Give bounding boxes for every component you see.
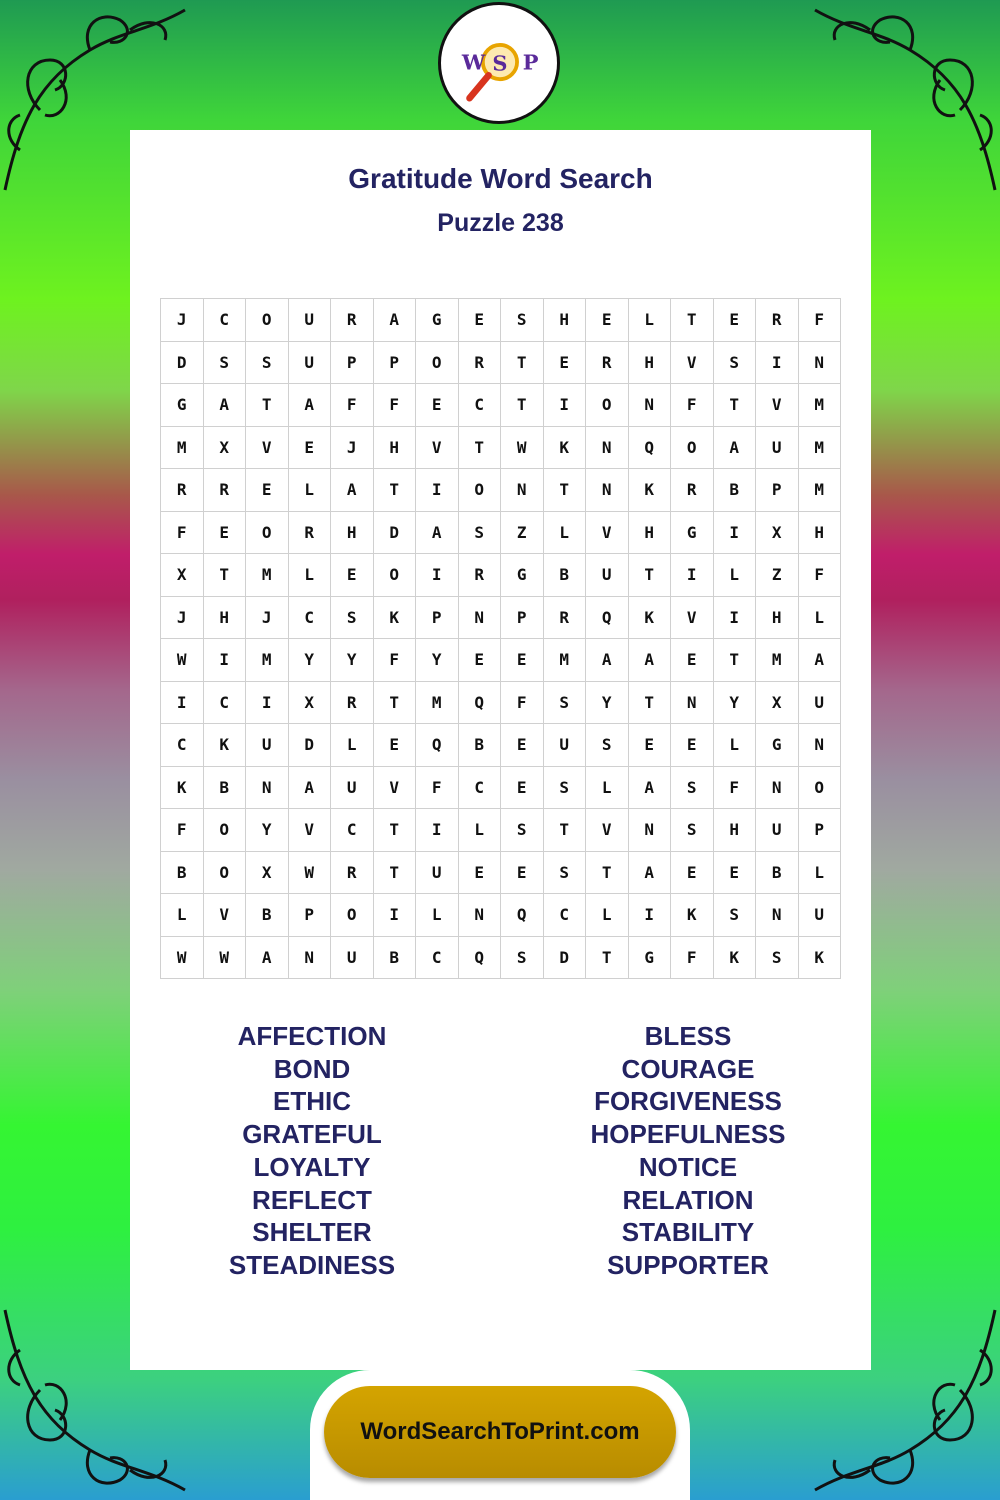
grid-cell: C xyxy=(458,384,501,427)
grid-cell: D xyxy=(161,341,204,384)
grid-cell: T xyxy=(713,384,756,427)
grid-cell: E xyxy=(501,639,544,682)
grid-cell: A xyxy=(288,384,331,427)
grid-cell: I xyxy=(628,894,671,937)
grid-cell: O xyxy=(331,894,374,937)
grid-cell: L xyxy=(628,299,671,342)
grid-cell: B xyxy=(161,851,204,894)
grid-row xyxy=(161,724,841,767)
grid-cell: A xyxy=(798,639,841,682)
grid-cell: Q xyxy=(501,894,544,937)
grid-row xyxy=(161,426,841,469)
grid-cell: J xyxy=(246,596,289,639)
grid-cell: Q xyxy=(628,426,671,469)
grid-cell: N xyxy=(798,341,841,384)
grid-cell: I xyxy=(713,511,756,554)
grid-cell: N xyxy=(756,766,799,809)
grid-cell: U xyxy=(288,299,331,342)
grid-row xyxy=(161,299,841,342)
grid-cell: T xyxy=(543,469,586,512)
grid-cell: A xyxy=(288,766,331,809)
grid-cell: T xyxy=(246,384,289,427)
grid-cell: R xyxy=(543,596,586,639)
grid-cell: W xyxy=(161,936,204,979)
logo-letter-s: S xyxy=(492,50,508,76)
grid-cell: L xyxy=(288,554,331,597)
grid-cell: K xyxy=(671,894,714,937)
grid-cell: T xyxy=(628,554,671,597)
grid-cell: T xyxy=(713,639,756,682)
grid-cell: S xyxy=(586,724,629,767)
grid-cell: W xyxy=(501,426,544,469)
grid-cell: B xyxy=(756,851,799,894)
word-item: GRATEFUL xyxy=(242,1119,382,1150)
grid-cell: E xyxy=(586,299,629,342)
grid-cell: G xyxy=(416,299,459,342)
grid-cell: K xyxy=(203,724,246,767)
grid-cell: C xyxy=(458,766,501,809)
grid-cell: H xyxy=(713,809,756,852)
grid-cell: R xyxy=(458,341,501,384)
grid-cell: V xyxy=(416,426,459,469)
grid-cell: T xyxy=(373,681,416,724)
grid-cell: H xyxy=(628,341,671,384)
grid-cell: Y xyxy=(416,639,459,682)
grid-cell: F xyxy=(373,639,416,682)
grid-cell: I xyxy=(416,469,459,512)
grid-row xyxy=(161,766,841,809)
grid-row xyxy=(161,809,841,852)
grid-cell: K xyxy=(798,936,841,979)
grid-row xyxy=(161,469,841,512)
grid-cell: H xyxy=(628,511,671,554)
grid-cell: C xyxy=(203,299,246,342)
logo-letter-p: P xyxy=(522,49,539,75)
grid-cell: I xyxy=(671,554,714,597)
grid-cell: L xyxy=(798,851,841,894)
grid-cell: R xyxy=(331,851,374,894)
word-item: NOTICE xyxy=(638,1151,738,1182)
grid-cell: J xyxy=(331,426,374,469)
grid-cell: L xyxy=(161,894,204,937)
grid-cell: T xyxy=(628,681,671,724)
grid-cell: O xyxy=(246,511,289,554)
word-item: BOND xyxy=(273,1053,351,1084)
grid-cell: T xyxy=(203,554,246,597)
grid-cell: O xyxy=(416,341,459,384)
grid-cell: Z xyxy=(756,554,799,597)
grid-cell: U xyxy=(756,809,799,852)
grid-cell: R xyxy=(586,341,629,384)
grid-cell: K xyxy=(543,426,586,469)
grid-cell: Z xyxy=(501,511,544,554)
logo-letter-w: W xyxy=(461,49,486,75)
website-link-button[interactable] xyxy=(324,1386,676,1478)
grid-cell: G xyxy=(161,384,204,427)
grid-cell: I xyxy=(246,681,289,724)
grid-cell: B xyxy=(203,766,246,809)
grid-cell: H xyxy=(203,596,246,639)
grid-cell: P xyxy=(416,596,459,639)
grid-cell: E xyxy=(331,554,374,597)
grid-cell: S xyxy=(501,299,544,342)
grid-cell: S xyxy=(543,766,586,809)
grid-cell: S xyxy=(501,809,544,852)
grid-cell: R xyxy=(203,469,246,512)
grid-cell: V xyxy=(671,596,714,639)
grid-cell: S xyxy=(713,341,756,384)
grid-cell: X xyxy=(756,511,799,554)
grid-cell: A xyxy=(246,936,289,979)
grid-cell: S xyxy=(543,851,586,894)
grid-cell: U xyxy=(288,341,331,384)
grid-cell: Q xyxy=(458,681,501,724)
grid-cell: L xyxy=(713,724,756,767)
word-item: AFFECTION xyxy=(237,1021,387,1051)
grid-cell: B xyxy=(373,936,416,979)
grid-cell: C xyxy=(543,894,586,937)
grid-cell: V xyxy=(586,809,629,852)
grid-cell: O xyxy=(798,766,841,809)
grid-cell: A xyxy=(628,766,671,809)
grid-cell: A xyxy=(331,469,374,512)
grid-cell: T xyxy=(586,936,629,979)
grid-cell: U xyxy=(586,554,629,597)
grid-cell: E xyxy=(458,299,501,342)
grid-cell: E xyxy=(713,299,756,342)
grid-cell: T xyxy=(501,384,544,427)
grid-cell: W xyxy=(288,851,331,894)
grid-cell: L xyxy=(798,596,841,639)
grid-cell: M xyxy=(798,469,841,512)
grid-cell: K xyxy=(628,469,671,512)
grid-cell: U xyxy=(756,426,799,469)
grid-cell: U xyxy=(416,851,459,894)
grid-cell: X xyxy=(161,554,204,597)
grid-cell: I xyxy=(203,639,246,682)
grid-cell: K xyxy=(373,596,416,639)
grid-cell: Q xyxy=(586,596,629,639)
grid-cell: B xyxy=(543,554,586,597)
grid-cell: S xyxy=(203,341,246,384)
grid-cell: I xyxy=(713,596,756,639)
word-list-right xyxy=(538,1020,838,1282)
grid-cell: X xyxy=(756,681,799,724)
grid-cell: U xyxy=(331,936,374,979)
grid-cell: P xyxy=(288,894,331,937)
grid-cell: E xyxy=(458,639,501,682)
grid-cell: I xyxy=(416,554,459,597)
grid-cell: X xyxy=(288,681,331,724)
grid-cell: Q xyxy=(416,724,459,767)
grid-cell: S xyxy=(671,809,714,852)
grid-cell: O xyxy=(203,851,246,894)
grid-cell: L xyxy=(288,469,331,512)
grid-cell: K xyxy=(713,936,756,979)
word-item: BLESS xyxy=(644,1021,732,1051)
grid-cell: H xyxy=(331,511,374,554)
grid-cell: N xyxy=(288,936,331,979)
grid-cell: B xyxy=(246,894,289,937)
grid-cell: D xyxy=(288,724,331,767)
grid-cell: L xyxy=(416,894,459,937)
grid-cell: U xyxy=(543,724,586,767)
grid-cell: L xyxy=(586,894,629,937)
grid-cell: I xyxy=(543,384,586,427)
grid-cell: E xyxy=(543,341,586,384)
grid-cell: T xyxy=(373,809,416,852)
grid-cell: U xyxy=(798,894,841,937)
grid-cell: O xyxy=(458,469,501,512)
grid-cell: F xyxy=(671,936,714,979)
grid-cell: C xyxy=(416,936,459,979)
grid-cell: A xyxy=(713,426,756,469)
grid-cell: P xyxy=(331,341,374,384)
grid-cell: E xyxy=(203,511,246,554)
grid-cell: T xyxy=(373,469,416,512)
letter-grid xyxy=(160,298,841,979)
grid-cell: H xyxy=(543,299,586,342)
grid-cell: J xyxy=(161,596,204,639)
grid-row xyxy=(161,554,841,597)
grid-cell: E xyxy=(628,724,671,767)
grid-cell: E xyxy=(501,851,544,894)
grid-cell: D xyxy=(543,936,586,979)
wsp-logo xyxy=(438,2,560,124)
grid-cell: S xyxy=(246,341,289,384)
grid-cell: B xyxy=(713,469,756,512)
grid-cell: U xyxy=(798,681,841,724)
grid-cell: G xyxy=(756,724,799,767)
grid-cell: C xyxy=(203,681,246,724)
grid-row xyxy=(161,894,841,937)
grid-cell: T xyxy=(671,299,714,342)
grid-cell: V xyxy=(671,341,714,384)
grid-row xyxy=(161,851,841,894)
grid-row xyxy=(161,384,841,427)
grid-cell: Y xyxy=(713,681,756,724)
grid-cell: L xyxy=(586,766,629,809)
word-item: STABILITY xyxy=(621,1217,755,1248)
grid-cell: R xyxy=(288,511,331,554)
grid-cell: L xyxy=(458,809,501,852)
grid-cell: M xyxy=(246,554,289,597)
grid-cell: E xyxy=(501,766,544,809)
grid-cell: D xyxy=(373,511,416,554)
grid-cell: O xyxy=(671,426,714,469)
grid-cell: A xyxy=(373,299,416,342)
grid-cell: Q xyxy=(458,936,501,979)
grid-cell: N xyxy=(501,469,544,512)
grid-cell: R xyxy=(331,681,374,724)
grid-cell: A xyxy=(203,384,246,427)
word-item: STEADINESS xyxy=(228,1249,396,1280)
grid-cell: T xyxy=(458,426,501,469)
grid-cell: S xyxy=(756,936,799,979)
grid-cell: E xyxy=(671,639,714,682)
grid-cell: I xyxy=(416,809,459,852)
grid-cell: I xyxy=(373,894,416,937)
grid-cell: E xyxy=(671,851,714,894)
grid-row xyxy=(161,681,841,724)
grid-cell: F xyxy=(161,809,204,852)
grid-cell: N xyxy=(671,681,714,724)
grid-cell: O xyxy=(586,384,629,427)
grid-cell: I xyxy=(161,681,204,724)
grid-cell: A xyxy=(416,511,459,554)
word-item: RELATION xyxy=(622,1184,754,1215)
grid-cell: I xyxy=(756,341,799,384)
grid-cell: V xyxy=(288,809,331,852)
grid-row xyxy=(161,341,841,384)
grid-cell: T xyxy=(501,341,544,384)
word-item: REFLECT xyxy=(252,1184,372,1215)
grid-cell: N xyxy=(628,384,671,427)
grid-cell: R xyxy=(756,299,799,342)
grid-cell: T xyxy=(543,809,586,852)
grid-cell: E xyxy=(671,724,714,767)
grid-cell: M xyxy=(798,426,841,469)
grid-cell: F xyxy=(161,511,204,554)
grid-cell: A xyxy=(628,639,671,682)
grid-cell: P xyxy=(756,469,799,512)
grid-cell: H xyxy=(756,596,799,639)
grid-cell: E xyxy=(458,851,501,894)
grid-cell: F xyxy=(713,766,756,809)
grid-cell: U xyxy=(246,724,289,767)
grid-cell: C xyxy=(331,809,374,852)
grid-cell: U xyxy=(331,766,374,809)
grid-cell: P xyxy=(501,596,544,639)
grid-cell: E xyxy=(501,724,544,767)
word-item: COURAGE xyxy=(621,1053,755,1084)
word-item: FORGIVENESS xyxy=(594,1086,782,1117)
grid-cell: E xyxy=(246,469,289,512)
word-item: HOPEFULNESS xyxy=(590,1119,786,1150)
grid-cell: F xyxy=(501,681,544,724)
grid-cell: G xyxy=(671,511,714,554)
grid-cell: M xyxy=(161,426,204,469)
grid-cell: G xyxy=(628,936,671,979)
grid-cell: E xyxy=(288,426,331,469)
grid-cell: V xyxy=(373,766,416,809)
grid-cell: N xyxy=(246,766,289,809)
grid-cell: O xyxy=(203,809,246,852)
grid-cell: L xyxy=(713,554,756,597)
grid-cell: K xyxy=(628,596,671,639)
grid-cell: M xyxy=(246,639,289,682)
grid-row xyxy=(161,639,841,682)
grid-cell: Y xyxy=(288,639,331,682)
grid-cell: R xyxy=(458,554,501,597)
grid-cell: Y xyxy=(331,639,374,682)
grid-cell: Y xyxy=(246,809,289,852)
grid-cell: R xyxy=(331,299,374,342)
grid-cell: E xyxy=(416,384,459,427)
grid-cell: J xyxy=(161,299,204,342)
grid-cell: W xyxy=(203,936,246,979)
grid-cell: M xyxy=(416,681,459,724)
grid-cell: N xyxy=(458,596,501,639)
website-label: WordSearchToPrint.com xyxy=(360,1418,640,1445)
grid-cell: M xyxy=(543,639,586,682)
word-item: LOYALTY xyxy=(253,1151,371,1182)
word-item: ETHIC xyxy=(273,1086,351,1117)
grid-cell: S xyxy=(331,596,374,639)
grid-cell: V xyxy=(203,894,246,937)
grid-cell: S xyxy=(671,766,714,809)
grid-cell: F xyxy=(798,554,841,597)
grid-row xyxy=(161,511,841,554)
page-title: Gratitude Word Search xyxy=(348,163,653,194)
grid-cell: N xyxy=(756,894,799,937)
word-list-left xyxy=(162,1020,462,1282)
grid-cell: V xyxy=(756,384,799,427)
grid-cell: A xyxy=(628,851,671,894)
grid-cell: N xyxy=(586,469,629,512)
grid-cell: F xyxy=(373,384,416,427)
grid-cell: L xyxy=(331,724,374,767)
grid-cell: P xyxy=(373,341,416,384)
grid-cell: R xyxy=(161,469,204,512)
grid-cell: E xyxy=(373,724,416,767)
grid-cell: F xyxy=(671,384,714,427)
grid-cell: G xyxy=(501,554,544,597)
grid-cell: S xyxy=(501,936,544,979)
puzzle-number: Puzzle 238 xyxy=(437,209,564,237)
grid-cell: S xyxy=(458,511,501,554)
grid-cell: L xyxy=(543,511,586,554)
grid-cell: F xyxy=(416,766,459,809)
grid-cell: H xyxy=(798,511,841,554)
grid-cell: K xyxy=(161,766,204,809)
grid-cell: V xyxy=(586,511,629,554)
grid-cell: B xyxy=(458,724,501,767)
grid-cell: Y xyxy=(586,681,629,724)
grid-row xyxy=(161,936,841,979)
grid-cell: E xyxy=(713,851,756,894)
word-item: SUPPORTER xyxy=(607,1249,769,1280)
grid-cell: P xyxy=(798,809,841,852)
grid-cell: M xyxy=(756,639,799,682)
grid-cell: N xyxy=(458,894,501,937)
grid-cell: W xyxy=(161,639,204,682)
grid-cell: A xyxy=(586,639,629,682)
grid-cell: V xyxy=(246,426,289,469)
grid-cell: S xyxy=(713,894,756,937)
grid-cell: F xyxy=(331,384,374,427)
grid-cell: X xyxy=(246,851,289,894)
grid-cell: O xyxy=(373,554,416,597)
grid-cell: X xyxy=(203,426,246,469)
grid-cell: N xyxy=(628,809,671,852)
grid-cell: O xyxy=(246,299,289,342)
grid-cell: H xyxy=(373,426,416,469)
grid-row xyxy=(161,596,841,639)
grid-cell: N xyxy=(586,426,629,469)
grid-cell: T xyxy=(586,851,629,894)
grid-cell: S xyxy=(543,681,586,724)
grid-cell: R xyxy=(671,469,714,512)
grid-cell: F xyxy=(798,299,841,342)
grid-cell: T xyxy=(373,851,416,894)
grid-cell: C xyxy=(288,596,331,639)
grid-cell: N xyxy=(798,724,841,767)
word-item: SHELTER xyxy=(252,1217,372,1248)
grid-cell: M xyxy=(798,384,841,427)
grid-cell: C xyxy=(161,724,204,767)
